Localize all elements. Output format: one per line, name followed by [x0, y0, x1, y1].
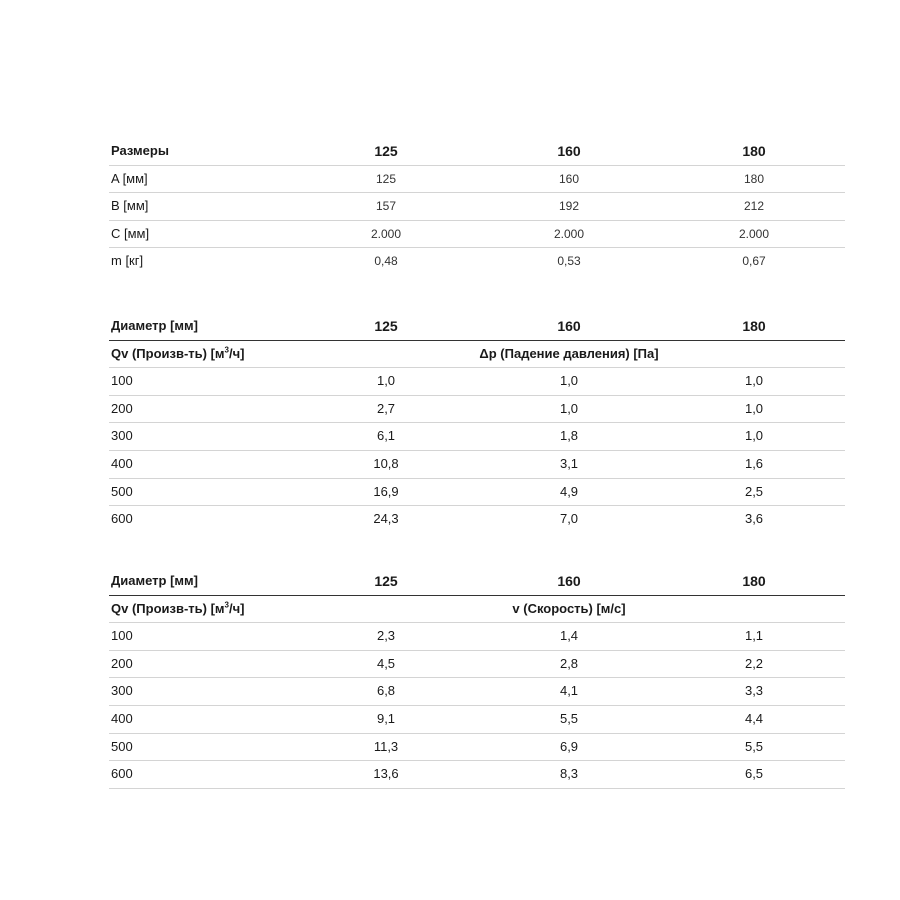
- table-header-row: Размеры 125 160 180: [109, 138, 845, 166]
- table-row: 100 1,0 1,0 1,0: [109, 368, 845, 396]
- table-row: 300 6,1 1,8 1,0: [109, 423, 845, 451]
- row-label: 600: [111, 511, 133, 527]
- table-row: 600 13,6 8,3 6,5: [109, 761, 845, 789]
- table-subheader-row: Qv (Произв-ть) $[м^3/ч]$ Δp (Падение давления) [Па]: [109, 341, 845, 369]
- row-label: 100: [111, 628, 133, 644]
- flow-label: Qv (Произв-ть) $[м^3/ч]$: [111, 345, 245, 361]
- row-label: m [кг]: [111, 253, 144, 269]
- table-row: 500 11,3 6,9 5,5: [109, 734, 845, 762]
- table-header-row: Диаметр [мм] 125 160 180: [109, 313, 845, 341]
- row-label: 600: [111, 766, 133, 782]
- row-label: 300: [111, 683, 133, 699]
- table-row: 300 6,8 4,1 3,3: [109, 678, 845, 706]
- table-row: 400 9,1 5,5 4,4: [109, 706, 845, 734]
- row-label: 300: [111, 428, 133, 444]
- row-label: 400: [111, 710, 133, 726]
- row-label: 200: [111, 655, 133, 671]
- row-label: 200: [111, 400, 133, 416]
- table-row: 400 10,8 3,1 1,6: [109, 451, 845, 479]
- row-label: B [мм]: [111, 198, 149, 214]
- table-row: B [мм] 157 192 212: [109, 193, 845, 221]
- header-label: Размеры: [111, 143, 169, 158]
- flow-label: Qv (Произв-ть) $[м^3/ч]$: [111, 600, 245, 616]
- table-row: 200 2,7 1,0 1,0: [109, 396, 845, 424]
- table-row: 100 2,3 1,4 1,1: [109, 623, 845, 651]
- header-label: Диаметр [мм]: [111, 318, 198, 333]
- table-subheader-row: Qv (Произв-ть) $[м^3/ч]$ v (Скорость) [м/с]: [109, 596, 845, 624]
- velocity-table: [109, 568, 845, 789]
- table-row: 500 16,9 4,9 2,5: [109, 479, 845, 507]
- table-row: C [мм] 2.000 2.000 2.000: [109, 221, 845, 249]
- table-header-row: Диаметр [мм] 125 160 180: [109, 568, 845, 596]
- table-row: A [мм] 125 160 180: [109, 166, 845, 194]
- row-label: 500: [111, 738, 133, 754]
- row-label: 400: [111, 455, 133, 471]
- pressure-drop-table: [109, 313, 845, 533]
- row-label: 500: [111, 483, 133, 499]
- row-label: C [мм]: [111, 225, 150, 241]
- header-label: Диаметр [мм]: [111, 573, 198, 588]
- row-label: A [мм]: [111, 170, 148, 186]
- table-row: m [кг] 0,48 0,53 0,67: [109, 248, 845, 275]
- table-row: 200 4,5 2,8 2,2: [109, 651, 845, 679]
- dimensions-table: [109, 138, 845, 275]
- table-row: 600 24,3 7,0 3,6: [109, 506, 845, 533]
- row-label: 100: [111, 373, 133, 389]
